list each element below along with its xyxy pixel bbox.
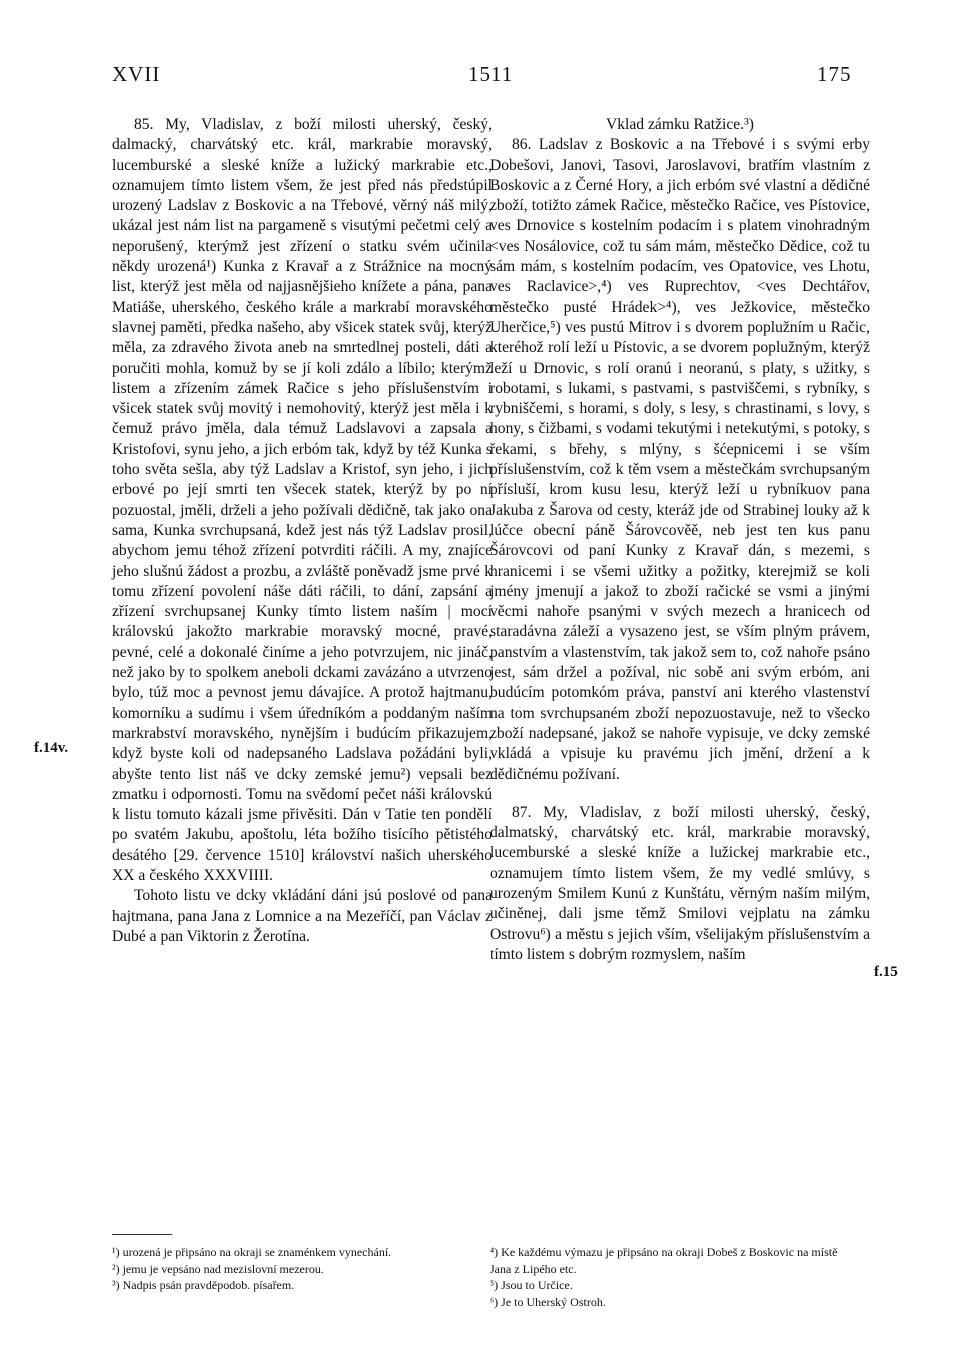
footnote-3: ³) Nadpis psán pravděpodob. písařem. [112, 1278, 295, 1292]
footnote-1: ¹) urozená je připsáno na okraji se znaménkem vynechání. [112, 1245, 392, 1259]
page-number: 175 [817, 62, 852, 86]
footnote-6: ⁶) Je to Uherský Ostroh. [490, 1294, 606, 1309]
footnote-5: ⁵) Jsou to Určice. [490, 1278, 573, 1292]
left-column [112, 115, 492, 947]
folio-marker-right: f.15 [874, 964, 898, 980]
entry-86-heading: Vklad zámku Ratžice.³) [606, 116, 754, 133]
entry-86: 86. Ladslav z Boskovic a na Třebové i s svými erby Dobešovi, Janovi, Tasovi, Jaroslavovi, bratřím vlastním z Boskovic a z Černé Hory, a jich erbóm své vlastní a dědičné zboží, totižto zámek Račice, městečko Račice, ves Pístovice, ves Drnovice s kostelním podacím i s platem vinohradným <ves Nosálovice, což tu sám mám, městečko Dědice, což tu sám mám, s kostelním podacím, ves Opatovice, ves Lhotu, ves Raclavice>,⁴) ves Ruprechtov, <ves Dechtářov, městečko pusté Hrádek>⁴), ves Ježkovice, městečko Uherčice,⁵) ves pustú Mitrov i s dvorem poplužním u Račic, kteréhož rolí leží u Pístovic, a se dvorem poplužným, kterýž leží u Drnovic, s rolí oranú i neoranú, s platy, s užitky, s robotami, s lukami, s pastvami, s pastviščemi, s rybníky, s rybniščemi, s horami, s doly, s lesy, s chrastinami, s lovy, s hony, s čižbami, s vodami tekutými i netekutými, s potoky, s řekami, s břehy, s mlýny, s šćepnicemi i se vším příslušenstvím, což k těm vsem a městečkám svrchupsaným přísluší, krom kusu lesu, kterýž leží u rybníkuov pana Jakuba z Šarova od cesty, kteráž jde od Strabinej louky až k lúčce obecní páně Šárovcověě, neb jest ten kus panu Šárovcovi od paní Kunky z Kravař dán, s mezemi, s hranicemi i se všemi užitky a požitky, kterejmiž se koli jmény jmenují a jakož to zboží račické se vsmi a jinými věcmi nahoře psanými v svých mezech a hranicech od staradávna záleží a vysazeno jest, se vším plným právem, panstvím a vlastenstvím, tak jakož sem to, což nahoře psáno jest, sám držel a požíval, nic sobě ani svým erbóm, ani budúcím potomkóm práva, panství ani kterého vlastenství na tom svrchupsaném zboží nepozuostavuje, než to všecko zboží nadepsané, jakož se nahoře vypisuje, ve dcky zemské vkládá a vpisuje ku pravému jich jmění, držení a k dědičnému požívaní. [490, 136, 870, 783]
folio-marker-left: f.14v. [34, 740, 69, 756]
entry-85-note: Tohoto listu ve dcky vkládání dáni jsú poslové od pana hajtmana, pana Jana z Lomnice a na Mezeříčí, pan Václav z Dubé a pan Viktorin z Žerotína. [112, 887, 492, 945]
footnote-4: ⁴) Ke každému výmazu je připsáno na okraji Dobeš z Boskovic na místě Jana z Lipého etc. [490, 1245, 838, 1276]
footnotes-right [490, 1244, 850, 1310]
running-head-chapter: XVII [112, 62, 161, 86]
running-head-year: 1511 [468, 62, 514, 86]
entry-85: 85. My, Vladislav, z boží milosti uherský, český, dalmacký, charvátský etc. král, markrabie moravský, lucemburské a sleské kníže a lužický markrabie etc., oznamujem tímto listem všem, že jest před nás předstúpil urozený Ladslav z Boskovic a na Třebové, věrný náš milý, ukázal jest nám list na pargameně s visutými pečetmi celý a neporušený, kterýmž jest zřízení o statku svém učinila někdy urozená¹) Kunka z Kravař a z Strážnice na mocný list, kterýž jest měla od najjasnějšieho knížete a pána, pana Matiáše, uherského, českého krále a markrabí moravského slavnej paměti, předka našeho, aby všicek statek svůj, kterýž měla, za zdravého života aneb na smrtedlnej posteli, dáti a poručiti mohla, komuž by se jí koli zdálo a líbilo; kterýmž listem a zřízením zámek Račice s jeho příslušenstvím i všicek statek svůj movitý i nemohovitý, kterýž jest měla i k čemuž právo jměla, dala témuž Ladslavovi a zapsala a Kristofovi, synu jeho, a jich erbóm tak, když by též Kunka s toho světa sešla, aby týž Ladslav a Kristof, syn jeho, i jich erbové po její smrti ten všecek statek, kterýž by po ní pozuostal, jměli, drželi a jeho požívali dědičně, tak jako ona sama, Kunka svrchupsaná, kdež jest nás týž Ladslav prosil, abychom jemu téhož zřízení potvrditi ráčili. A my, znajíce jeho slušnú žádost a prozbu, a zvláště poněvadž jsme prvé k tomu zřízení povolení náše dáti ráčili, to dání, zapsání a zřízení svrchupsanej Kunky tímto listem naším | mocí královskú jakožto markrabie moravský mocné, pravé, pevné, celé a dokonalé činíme a jeho potvrzujem, nic jináč, než jako by to spolkem aneboli dckami zavázáno a utvrzeno bylo, túž moc a pevnost jemu dávajíce. A protož hajtmanu, komorníku a sudímu i všem úředníkóm a poddaným naším markrabství moravského, nynějším i budúcím přikazujem, když byste koli od nadepsaného Ladslava požádáni byli, abyšte tento list náš ve dcky zemské jemu²) vepsali bez zmatku i odpornosti. Tomu na svědomí pečet náši královskú k listu tomuto kázali jsme přivěsiti. Dán v Tatie ten pondělí po svatém Jakubu, apoštolu, léta božího tisícího pětistého desátého [29. července 1510] království našich uherského XX a českého XXXVIIII. [112, 116, 492, 884]
footnote-rule [112, 1234, 172, 1235]
footnotes-left [112, 1244, 472, 1294]
footnote-2: ²) jemu je vepsáno nad mezislovní mezerou. [112, 1261, 324, 1276]
entry-87: 87. My, Vladislav, z boží milosti uherský, český, dalmatský, charvátský etc. král, markrabie moravský, lucemburské a sleské kníže a lužickej markrabie etc., oznamujem tímto listem všem, že my vedlé smlúvy, s urozeným Smilem Kunú z Kunštátu, věrným naším milým, učiněnej, dali jsme těmž Smilovi vejplatu na zámku Ostrovu⁶) a městu s jejich vším, všelijakým příslušenstvím a tímto listem s dobrým rozmyslem, naším [490, 803, 870, 963]
right-column [490, 115, 870, 965]
